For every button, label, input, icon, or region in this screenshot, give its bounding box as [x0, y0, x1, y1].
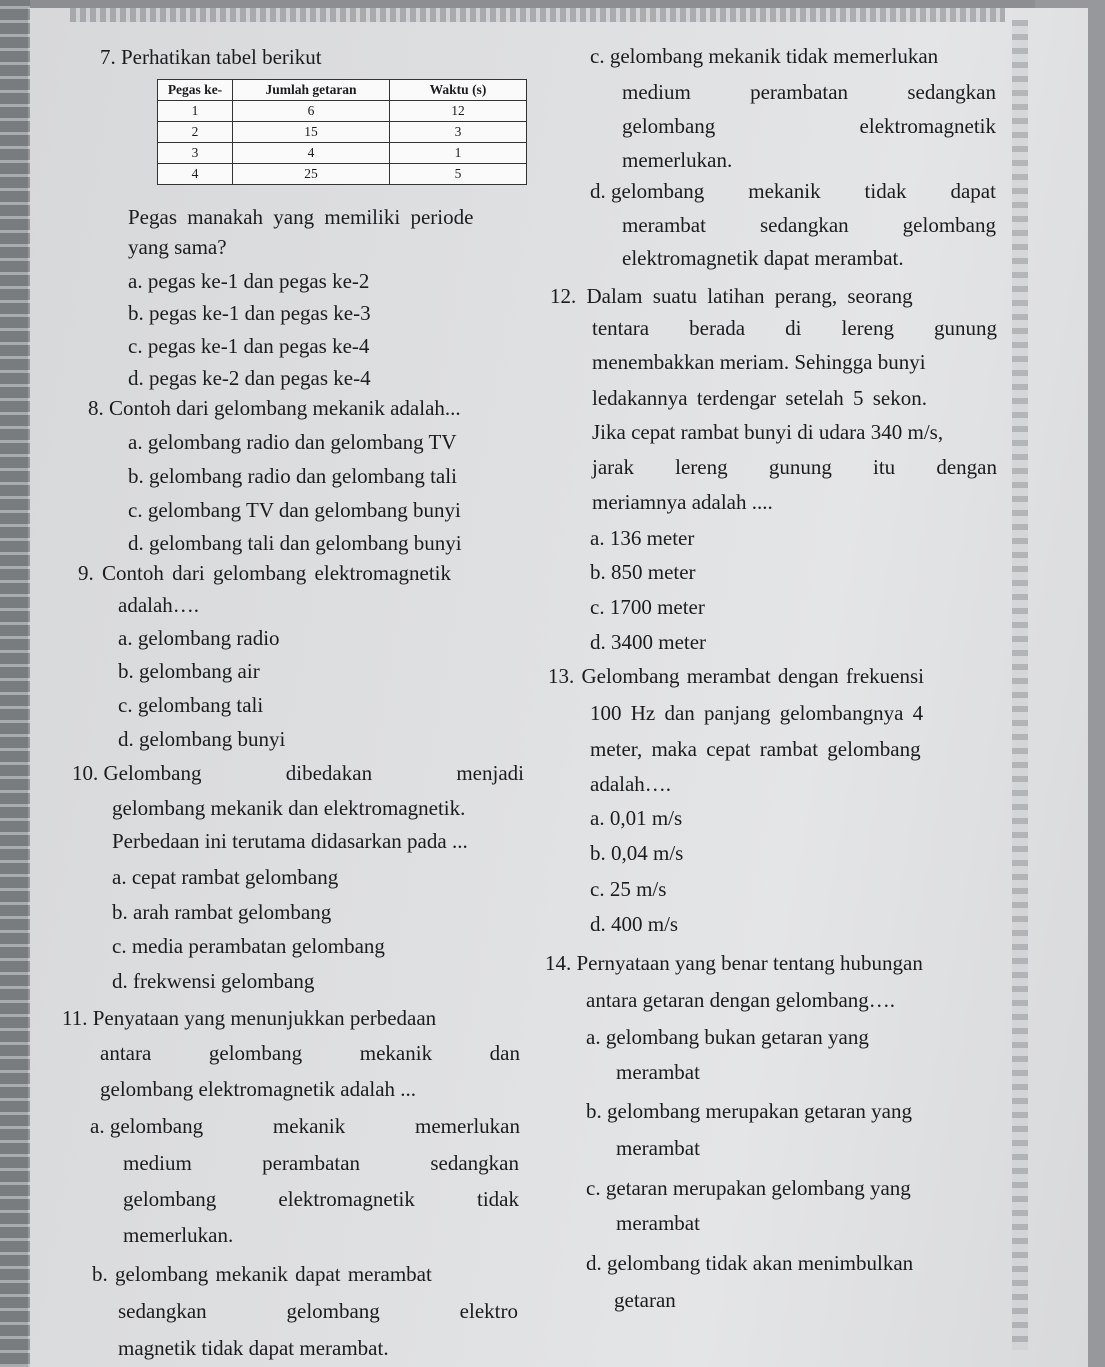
- q11-c-word: medium: [622, 80, 691, 104]
- q11-b-word: gelombang: [286, 1299, 380, 1323]
- table-cell: 6: [233, 101, 390, 122]
- table-cell: 12: [390, 101, 527, 122]
- q7-option-d[interactable]: d. pegas ke-2 dan pegas ke-4: [128, 366, 371, 390]
- q11-c-word: perambatan: [750, 80, 849, 104]
- spiral-binding-left: [0, 0, 30, 1367]
- q11-word: mekanik: [359, 1041, 433, 1065]
- q8-option-b[interactable]: b. gelombang radio dan gelombang tali: [128, 464, 457, 488]
- table-cell: 1: [390, 143, 527, 164]
- q11-d-word: mekanik: [748, 179, 821, 203]
- q12-word: tentara: [592, 316, 650, 340]
- table-cell: 15: [233, 122, 390, 143]
- q11-word: dan: [489, 1041, 520, 1065]
- table-row: [158, 122, 527, 143]
- q10-word: menjadi: [456, 761, 524, 785]
- q11-d-word: tidak: [864, 179, 907, 203]
- table-header: Pegas ke-: [158, 80, 233, 101]
- q11-d-word: dapat: [950, 179, 996, 203]
- spiral-binding-top: [70, 8, 1005, 22]
- q13-option-d[interactable]: d. 400 m/s: [590, 912, 679, 936]
- q11-d-word: sedangkan: [760, 213, 849, 237]
- table-cell: 5: [390, 164, 527, 185]
- q12-option-d[interactable]: d. 3400 meter: [590, 630, 707, 654]
- q14-option-d-line-2: getaran: [614, 1288, 676, 1312]
- q12-word: lereng: [675, 455, 728, 479]
- q14-stem-line-2: antara getaran dengan gelombang….: [586, 988, 896, 1012]
- q11-option-b-line-3: magnetik tidak dapat merambat.: [118, 1336, 389, 1360]
- table-row: [158, 143, 527, 164]
- q11-d-word: gelombang: [902, 213, 996, 237]
- q7-table: [157, 79, 527, 185]
- q12-word: gunung: [768, 455, 832, 479]
- q13-option-b[interactable]: b. 0,04 m/s: [590, 841, 684, 865]
- q11-option-b-line-2: [118, 1301, 518, 1322]
- table-cell: 3: [390, 122, 527, 143]
- q7-question-text: Pegas manakah yang memiliki periode: [128, 205, 474, 229]
- q14-option-a[interactable]: a. gelombang bukan getaran yang: [586, 1025, 869, 1049]
- q12-stem-line-5: Jika cepat rambat bunyi di udara 340 m/s,: [592, 420, 944, 444]
- table-cell: 3: [158, 143, 233, 164]
- table-cell: 2: [158, 122, 233, 143]
- q14-option-a-line-2: merambat: [616, 1060, 700, 1084]
- q11-d-word: d. gelombang: [590, 179, 705, 203]
- q11-option-c-line-3: [622, 116, 996, 137]
- q11-option-a-line-3: [123, 1189, 519, 1210]
- q7-option-b[interactable]: b. pegas ke-1 dan pegas ke-3: [128, 301, 371, 325]
- q11-stem: 11. Penyataan yang menunjukkan perbedaan: [62, 1006, 437, 1030]
- q11-word: antara: [100, 1041, 152, 1065]
- q11-option-c-line-4: memerlukan.: [622, 148, 733, 172]
- q12-stem-line-2: [592, 318, 997, 339]
- q12-word: dengan: [936, 455, 997, 479]
- q11-a-word: sedangkan: [430, 1151, 519, 1175]
- q13-stem-line-3: meter, maka cepat rambat gelombang: [590, 737, 921, 761]
- q12-stem-line-6: [592, 457, 997, 478]
- q11-a-word: tidak: [476, 1187, 519, 1211]
- spiral-binding-right: [1012, 20, 1028, 1350]
- table-cell: 4: [233, 143, 390, 164]
- q12-word: berada: [689, 316, 746, 340]
- q7-option-c[interactable]: c. pegas ke-1 dan pegas ke-4: [128, 334, 370, 358]
- q14-option-d[interactable]: d. gelombang tidak akan menimbulkan: [586, 1251, 914, 1275]
- q11-option-c[interactable]: c. gelombang mekanik tidak memerlukan: [590, 44, 939, 68]
- q7-option-a[interactable]: a. pegas ke-1 dan pegas ke-2: [128, 269, 370, 293]
- q11-c-word: gelombang: [622, 114, 716, 138]
- q11-stem-line-2: [100, 1043, 520, 1064]
- q13-option-a[interactable]: a. 0,01 m/s: [590, 806, 683, 830]
- q11-option-d[interactable]: [590, 181, 996, 202]
- q9-option-d[interactable]: d. gelombang bunyi: [118, 727, 286, 751]
- q11-option-d-line-3: elektromagnetik dapat merambat.: [622, 246, 904, 270]
- q9-stem-line-2: adalah….: [118, 593, 200, 617]
- q10-word: dibedakan: [285, 761, 373, 785]
- q11-a-word: elektromagnetik: [278, 1187, 415, 1211]
- q11-a-word: medium: [123, 1151, 192, 1175]
- q12-word: itu: [872, 455, 896, 479]
- q10-word: 10. Gelombang: [72, 761, 202, 785]
- q11-a-word: gelombang: [123, 1187, 217, 1211]
- q11-option-a-line-2: [123, 1153, 519, 1174]
- q14-stem: 14. Pernyataan yang benar tentang hubungan: [545, 951, 923, 975]
- table-row: [158, 101, 527, 122]
- q12-word: gunung: [933, 316, 997, 340]
- q12-word: lereng: [841, 316, 894, 340]
- q12-stem-line-7: meriamnya adalah ....: [592, 490, 773, 514]
- q8-stem: 8. Contoh dari gelombang mekanik adalah...: [88, 396, 461, 420]
- q13-stem-line-2: 100 Hz dan panjang gelombangnya 4: [590, 701, 924, 725]
- q10-option-b[interactable]: b. arah rambat gelombang: [112, 900, 332, 924]
- q12-stem-line-3: menembakkan meriam. Sehingga bunyi: [592, 350, 926, 374]
- q10-option-a[interactable]: a. cepat rambat gelombang: [112, 865, 339, 889]
- table-header: Jumlah getaran: [233, 80, 390, 101]
- table-row: [158, 164, 527, 185]
- q8-option-c[interactable]: c. gelombang TV dan gelombang bunyi: [128, 498, 461, 522]
- q11-a-word: mekanik: [272, 1114, 346, 1138]
- table-cell: 4: [158, 164, 233, 185]
- q10-option-c[interactable]: c. media perambatan gelombang: [112, 934, 385, 958]
- q12-stem: 12. Dalam suatu latihan perang, seorang: [550, 284, 913, 308]
- table-header-row: [158, 80, 527, 101]
- q13-stem: 13. Gelombang merambat dengan frekuensi: [548, 664, 924, 688]
- q9-option-c[interactable]: c. gelombang tali: [118, 693, 264, 717]
- q12-word: jarak: [592, 455, 634, 479]
- q9-stem: 9. Contoh dari gelombang elektromagnetik: [78, 561, 451, 585]
- table-cell: 25: [233, 164, 390, 185]
- q11-c-word: elektromagnetik: [859, 114, 996, 138]
- q11-d-word: merambat: [622, 213, 706, 237]
- q10-option-d[interactable]: d. frekwensi gelombang: [112, 969, 315, 993]
- q11-c-word: sedangkan: [907, 80, 996, 104]
- q7-question-line: [128, 207, 531, 228]
- q14-option-c-line-2: merambat: [616, 1211, 700, 1235]
- q8-option-d[interactable]: d. gelombang tali dan gelombang bunyi: [128, 531, 462, 555]
- q9-option-a[interactable]: a. gelombang radio: [118, 626, 280, 650]
- q12-word: di: [785, 316, 802, 340]
- table-header: Waktu (s): [390, 80, 527, 101]
- q12-stem-line-4: ledakannya terdengar setelah 5 sekon.: [592, 386, 927, 410]
- q10-stem-line-3: Perbedaan ini terutama didasarkan pada ...: [112, 829, 468, 853]
- q13-stem-line-4: adalah….: [590, 772, 672, 796]
- q8-option-a[interactable]: a. gelombang radio dan gelombang TV: [128, 430, 457, 454]
- table-cell: 1: [158, 101, 233, 122]
- q11-option-a-line-4: memerlukan.: [123, 1223, 234, 1247]
- q10-stem-line-2: gelombang mekanik dan elektromagnetik.: [112, 796, 466, 820]
- q14-option-c[interactable]: c. getaran merupakan gelombang yang: [586, 1176, 911, 1200]
- q11-b-word: elektro: [459, 1299, 518, 1323]
- q11-a-word: perambatan: [262, 1151, 361, 1175]
- q10-stem-line-1: [72, 763, 524, 784]
- q14-option-b[interactable]: b. gelombang merupakan getaran yang: [586, 1099, 912, 1123]
- q7-question-line-2: yang sama?: [128, 235, 227, 259]
- q11-option-d-line-2: [622, 215, 996, 236]
- q11-option-c-line-2: [622, 82, 996, 103]
- q11-word: gelombang: [208, 1041, 303, 1065]
- q11-option-b[interactable]: b. gelombang mekanik dapat merambat: [92, 1262, 432, 1286]
- q11-a-word: a. gelombang: [90, 1114, 204, 1138]
- q11-option-a[interactable]: [90, 1116, 520, 1137]
- q13-option-c[interactable]: c. 25 m/s: [590, 877, 667, 901]
- q11-b-word: sedangkan: [118, 1299, 207, 1323]
- q7-stem: 7. Perhatikan tabel berikut: [100, 45, 322, 69]
- q12-option-b[interactable]: b. 850 meter: [590, 560, 696, 584]
- q11-stem-line-3: gelombang elektromagnetik adalah ...: [100, 1077, 417, 1101]
- q12-option-a[interactable]: a. 136 meter: [590, 526, 695, 550]
- q9-option-b[interactable]: b. gelombang air: [118, 659, 260, 683]
- q11-a-word: memerlukan: [415, 1114, 520, 1138]
- q14-option-b-line-2: merambat: [616, 1136, 700, 1160]
- q12-option-c[interactable]: c. 1700 meter: [590, 595, 705, 619]
